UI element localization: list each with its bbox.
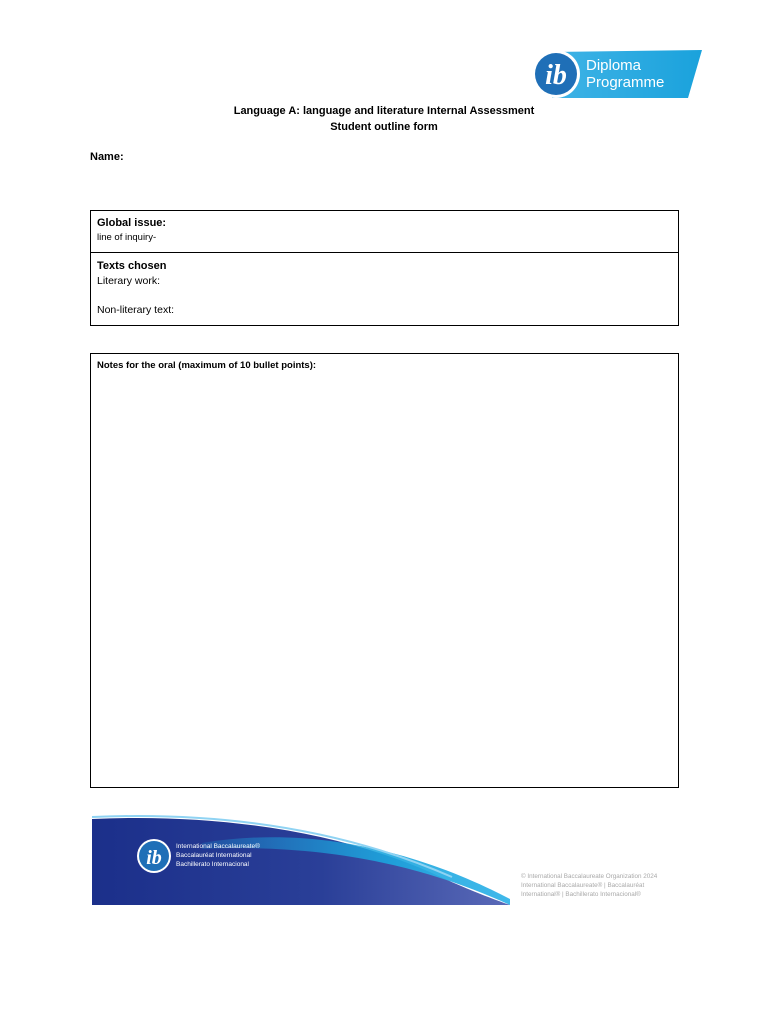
banner-line-1: International Baccalaureate® [176,843,260,850]
texts-chosen-label: Texts chosen [97,260,167,272]
global-issue-label: Global issue: [97,217,167,229]
copyright-line-2: International Baccalaureate® | Baccalauréat [521,882,645,889]
line-of-inquiry-label: line of inquiry- [97,232,157,243]
diploma-programme-logo [528,46,702,102]
logo-text-diploma: Diploma [586,57,642,74]
global-issue-box[interactable] [90,210,679,253]
svg-text:ib: ib [146,847,162,869]
document-title: Language A: language and literature Internal Assessment [233,105,535,117]
ib-logo-mark: ib [545,60,567,91]
literary-work-label: Literary work: [97,275,161,287]
banner-line-3: Bachillerato Internacional [176,861,249,868]
non-literary-text-label: Non-literary text: [97,304,175,316]
texts-chosen-box[interactable] [90,252,679,326]
banner-line-2: Baccalauréat International [176,852,252,859]
copyright-notice [521,872,681,899]
name-label: Name: [90,151,124,163]
logo-text-programme: Programme [586,74,665,91]
ib-footer-banner [92,813,510,905]
oral-notes-box[interactable] [90,353,679,788]
oral-notes-label: Notes for the oral (maximum of 10 bullet points): [97,360,317,371]
copyright-line-1: © International Baccalaureate Organization 2024 [521,873,658,880]
document-subtitle: Student outline form [330,121,438,133]
copyright-line-3: International® | Bachillerato Internacional® [521,891,641,898]
